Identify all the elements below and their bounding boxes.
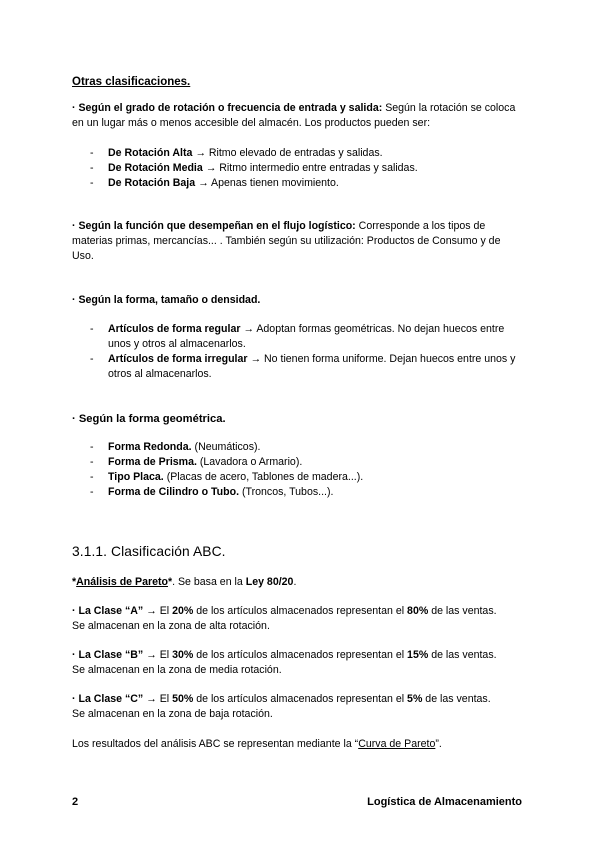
class-a: · La Clase “A” → El 20% de los artículos almacenados representan el 80% de las ventas. Se almacenan en la zona de alta rotación. bbox=[72, 605, 497, 632]
list-item: - De Rotación Alta → Ritmo elevado de entradas y salidas. bbox=[72, 146, 522, 161]
function-paragraph bbox=[72, 219, 522, 264]
shape-list bbox=[72, 322, 522, 382]
rotation-text: Según la rotación se coloca en un lugar más o menos accesible del almacén. Los productos pueden ser: bbox=[72, 102, 516, 129]
geometric-list bbox=[72, 440, 522, 500]
shape-section bbox=[72, 293, 522, 308]
rotation-paragraph bbox=[72, 101, 522, 131]
class-c: · La Clase “C” → El 50% de los artículos almacenados representan el 5% de las ventas. Se almacenan en la zona de baja rotación. bbox=[72, 693, 491, 720]
rotation-title: · Según el grado de rotación o frecuencia de entrada y salida: bbox=[72, 102, 383, 114]
function-section bbox=[72, 219, 522, 264]
list-item: - Artículos de forma irregular → No tienen forma uniforme. Dejan huecos entre unos y otros al almacenarlos. bbox=[72, 352, 522, 382]
geometric-section bbox=[72, 409, 522, 427]
abc-section-title: 3.1.1. Clasificación ABC. bbox=[72, 544, 226, 559]
list-item: - De Rotación Media → Ritmo intermedio entre entradas y salidas. bbox=[72, 161, 522, 176]
curve-line: Los resultados del análisis ABC se representan mediante la “Curva de Pareto”. bbox=[72, 738, 442, 750]
page-number: 2 bbox=[72, 796, 79, 808]
page-heading: Otras clasificaciones. bbox=[72, 76, 191, 88]
curve-link[interactable]: Curva de Pareto bbox=[358, 738, 436, 750]
rotation-section bbox=[72, 101, 522, 131]
function-text: Corresponde a los tipos de materias primas, mercancías... . También según su utilización: Productos de Consumo y de Uso. bbox=[72, 220, 501, 262]
pareto-law: Ley 80/20 bbox=[245, 576, 294, 588]
pareto-link[interactable]: Análisis de Pareto bbox=[76, 576, 168, 588]
list-item: - De Rotación Baja → Apenas tienen movimiento. bbox=[72, 176, 522, 191]
list-item: - Forma de Cilindro o Tubo. (Troncos, Tubos...). bbox=[72, 485, 522, 500]
function-title: · Según la función que desempeñan en el flujo logístico: bbox=[72, 220, 356, 232]
page-footer bbox=[72, 796, 522, 808]
rotation-list bbox=[72, 146, 522, 191]
geometric-title: · Según la forma geométrica. bbox=[72, 413, 226, 425]
list-item: - Forma Redonda. (Neumáticos). bbox=[72, 440, 522, 455]
pareto-line: *Análisis de Pareto*. Se basa en la Ley 80/20. bbox=[72, 576, 297, 588]
shape-title: · Según la forma, tamaño o densidad. bbox=[72, 294, 261, 306]
list-item: - Forma de Prisma. (Lavadora o Armario). bbox=[72, 455, 522, 470]
class-b: · La Clase “B” → El 30% de los artículos almacenados representan el 15% de las ventas. Se almacenan en la zona de media rotación. bbox=[72, 649, 497, 676]
footer-title: Logística de Almacenamiento bbox=[367, 796, 522, 808]
list-item: - Artículos de forma regular → Adoptan formas geométricas. No dejan huecos entre unos y otros al almacenarlos. bbox=[72, 322, 522, 352]
list-item: - Tipo Placa. (Placas de acero, Tablones de madera...). bbox=[72, 470, 522, 485]
